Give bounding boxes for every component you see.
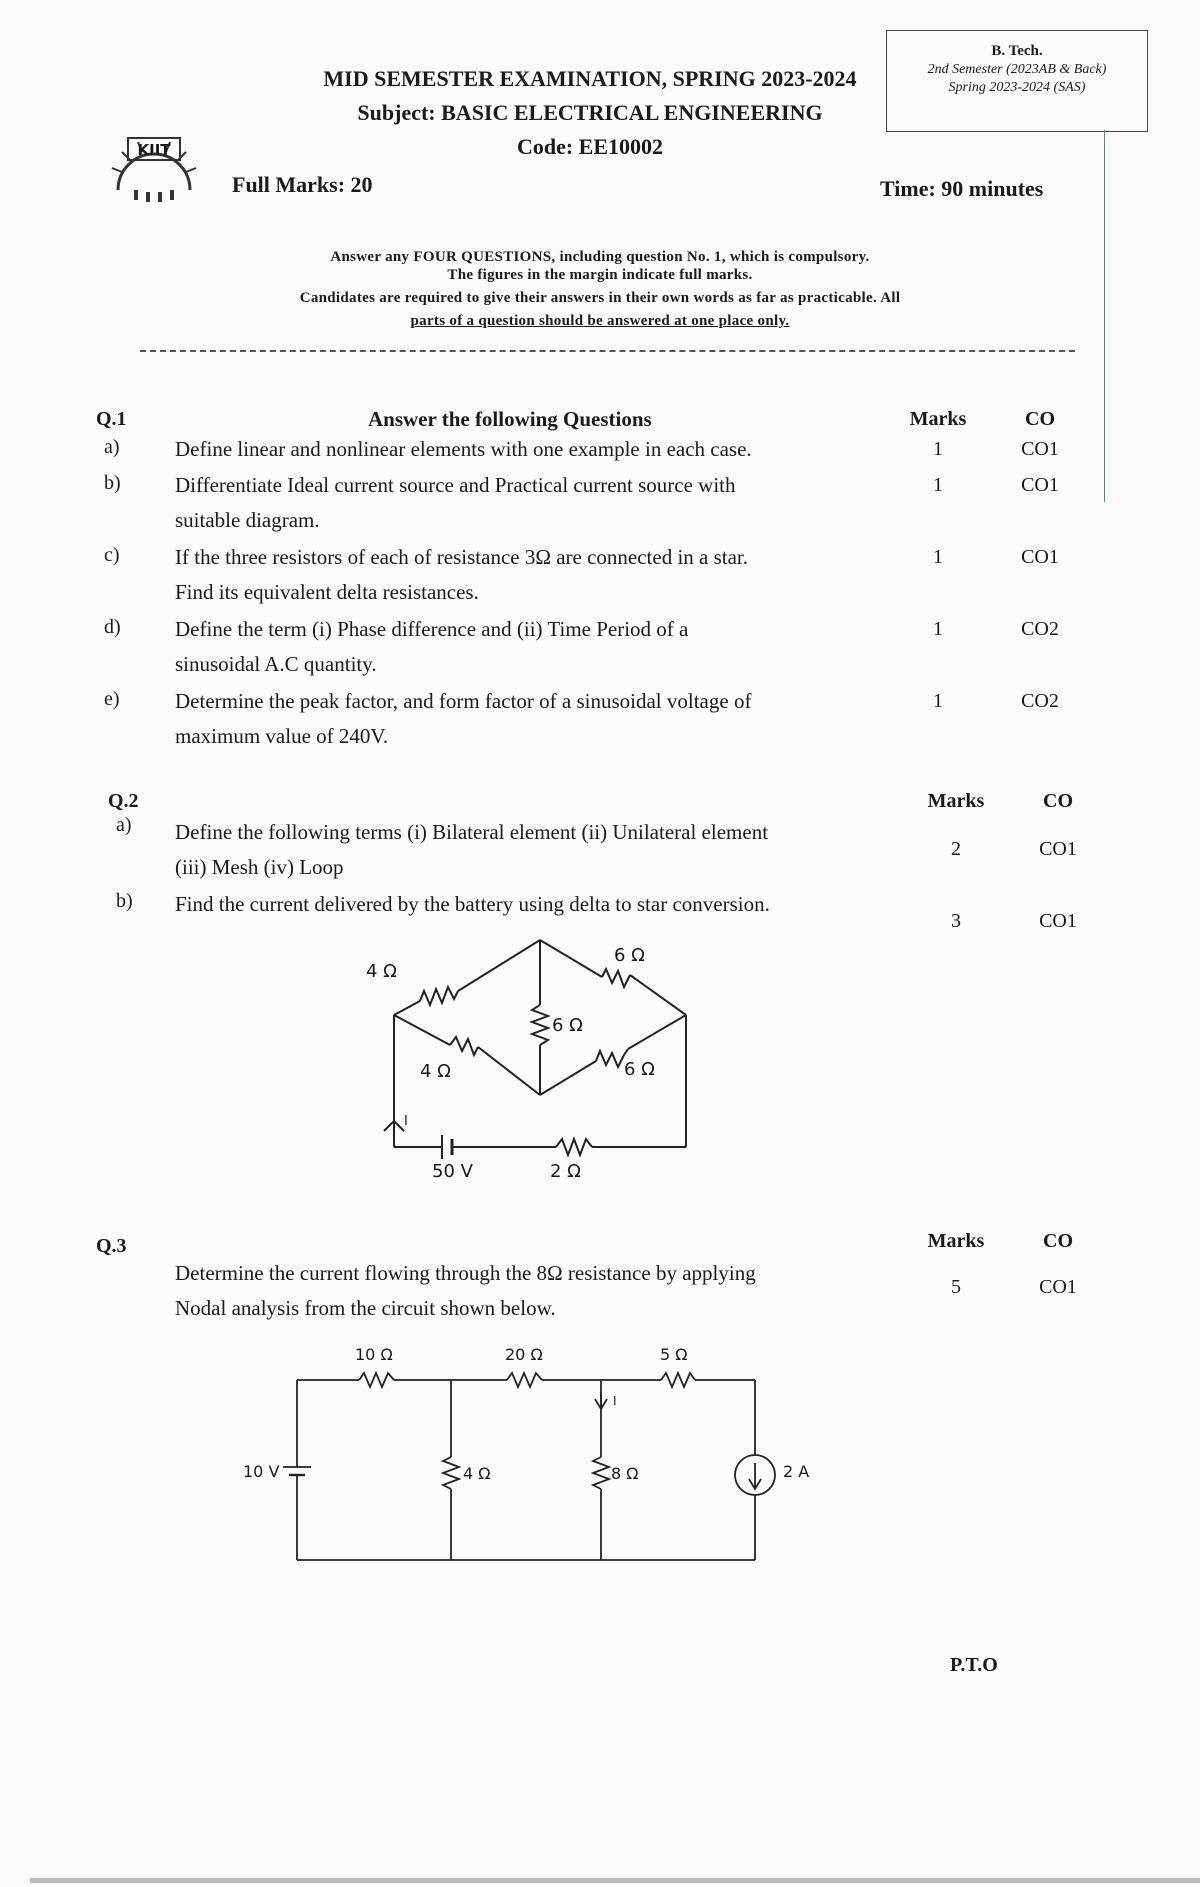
q3-co: CO1 (1039, 1276, 1077, 1298)
q2a-line-2: (iii) Mesh (iv) Loop (175, 855, 344, 879)
q1a-co: CO1 (1021, 438, 1059, 460)
q1-co-head: CO (1025, 408, 1055, 430)
q1-heading: Answer the following Questions (368, 407, 652, 431)
label-r-middle: 6 Ω (552, 1015, 583, 1036)
q2-circuit-diagram (366, 925, 710, 1182)
q3-co-head: CO (1043, 1230, 1073, 1252)
resistor-top-left (420, 987, 458, 1005)
q2a-line-1: Define the following terms (i) Bilateral element (ii) Unilateral element (175, 820, 769, 844)
q1b-text (175, 468, 875, 538)
q1c-line-2: Find its equivalent delta resistances. (175, 580, 479, 604)
q1d-label: d) (104, 616, 121, 638)
q1e-marks: 1 (933, 690, 943, 712)
q1e-co: CO2 (1021, 690, 1059, 712)
q2b-line-1: Find the current delivered by the battery using delta to star conversion. (175, 892, 770, 916)
q1c-line-1: If the three resistors of each of resistance 3Ω are connected in a star. (175, 545, 749, 569)
resistor-top-right (602, 969, 630, 987)
margin-line (1104, 130, 1105, 502)
instruction-4: parts of a question should be answered at one place only. (410, 313, 790, 329)
label-r2: 20 Ω (505, 1345, 543, 1364)
resistor-series (556, 1139, 592, 1155)
q2a-label: a) (116, 814, 132, 836)
q3-circuit-diagram (235, 1335, 825, 1575)
q2-label: Q.2 (108, 790, 139, 812)
semester-box (886, 30, 1148, 132)
label-battery: 50 V (432, 1161, 473, 1182)
q1a-label: a) (104, 436, 120, 458)
q1c-co: CO1 (1021, 546, 1059, 568)
q1-marks-head: Marks (909, 408, 967, 430)
label-r-series: 2 Ω (550, 1161, 581, 1182)
course-code: Code: EE10002 (516, 134, 664, 159)
q1d-co: CO2 (1021, 618, 1059, 640)
resistor-bottom-left (450, 1037, 478, 1055)
label-r5: 8 Ω (611, 1464, 639, 1483)
resistor-5-ohm (661, 1373, 695, 1387)
resistor-20-ohm (507, 1373, 542, 1387)
label-vsource: 10 V (243, 1462, 280, 1481)
q3-line-2: Nodal analysis from the circuit shown below. (175, 1296, 556, 1320)
q2-marks-head: Marks (927, 790, 985, 812)
q1e-label: e) (104, 688, 120, 710)
label-isource: 2 A (783, 1462, 810, 1481)
q3-text (175, 1256, 895, 1326)
q1d-line-1: Define the term (i) Phase difference and (ii) Time Period of a (175, 617, 689, 641)
q1c-label: c) (104, 544, 120, 566)
label-r-top-left: 4 Ω (366, 961, 397, 982)
q1d-text (175, 612, 875, 682)
instruction-2: The figures in the margin indicate full marks. (447, 267, 753, 283)
instruction-1: Answer any FOUR QUESTIONS, including question No. 1, which is compulsory. (330, 249, 870, 265)
q1e-line-1: Determine the peak factor, and form factor of a sinusoidal voltage of (175, 689, 752, 713)
q1c-marks: 1 (933, 546, 943, 568)
q3-marks-head: Marks (927, 1230, 985, 1252)
q1e-line-2: maximum value of 240V. (175, 724, 389, 748)
label-r-bottom-left: 4 Ω (420, 1061, 451, 1082)
q1b-co: CO1 (1021, 474, 1059, 496)
q2b-text (175, 887, 895, 922)
q1b-marks: 1 (933, 474, 943, 496)
scan-edge (30, 1878, 1200, 1883)
q1b-line-2: suitable diagram. (175, 508, 320, 532)
exam-time: Time: 90 minutes (880, 176, 1044, 201)
label-r1: 10 Ω (355, 1345, 393, 1364)
session-line: Spring 2023-2024 (SAS) (948, 80, 1086, 95)
q2a-co: CO1 (1039, 838, 1077, 860)
q1a-text (175, 432, 875, 467)
q1d-line-2: sinusoidal A.C quantity. (175, 652, 377, 676)
semester-line: 2nd Semester (2023AB & Back) (927, 62, 1107, 77)
label-r-top-right: 6 Ω (614, 945, 645, 966)
label-current-8-ohm: I (613, 1394, 617, 1408)
pto: P.T.O (950, 1654, 998, 1676)
q3-line-1: Determine the current flowing through the 8Ω resistance by applying (175, 1261, 756, 1285)
divider (140, 350, 1075, 352)
full-marks: Full Marks: 20 (232, 172, 373, 197)
q2b-marks: 3 (951, 910, 961, 932)
resistor-8-ohm (593, 1457, 609, 1489)
q2-co-head: CO (1043, 790, 1073, 812)
q1a-line-1: Define linear and nonlinear elements with one example in each case. (175, 437, 752, 461)
q1-label: Q.1 (96, 408, 127, 430)
label-current: I (404, 1114, 408, 1129)
programme: B. Tech. (991, 43, 1043, 59)
q1a-marks: 1 (933, 438, 943, 460)
q1d-marks: 1 (933, 618, 943, 640)
kiit-logo (108, 128, 200, 206)
q2b-label: b) (116, 890, 133, 912)
subject-title: Subject: BASIC ELECTRICAL ENGINEERING (357, 100, 823, 125)
resistor-middle (532, 1005, 548, 1045)
q1c-text (175, 540, 875, 610)
label-r-bottom-right: 6 Ω (624, 1059, 655, 1080)
q1b-line-1: Differentiate Ideal current source and Practical current source with (175, 473, 736, 497)
q1b-label: b) (104, 472, 121, 494)
instruction-3: Candidates are required to give their answers in their own words as far as practicable. All (299, 290, 901, 306)
q3-label: Q.3 (96, 1235, 127, 1257)
label-r4: 4 Ω (463, 1464, 491, 1483)
q1e-text (175, 684, 875, 754)
logo-text: KIIT (137, 141, 171, 159)
q2a-text (175, 815, 895, 885)
resistor-10-ohm (359, 1373, 394, 1387)
q3-marks: 5 (951, 1276, 961, 1298)
exam-title: MID SEMESTER EXAMINATION, SPRING 2023-2024 (323, 66, 857, 91)
label-r3: 5 Ω (660, 1345, 688, 1364)
q2a-marks: 2 (951, 838, 961, 860)
q2b-co: CO1 (1039, 910, 1077, 932)
resistor-4-ohm (443, 1457, 459, 1489)
